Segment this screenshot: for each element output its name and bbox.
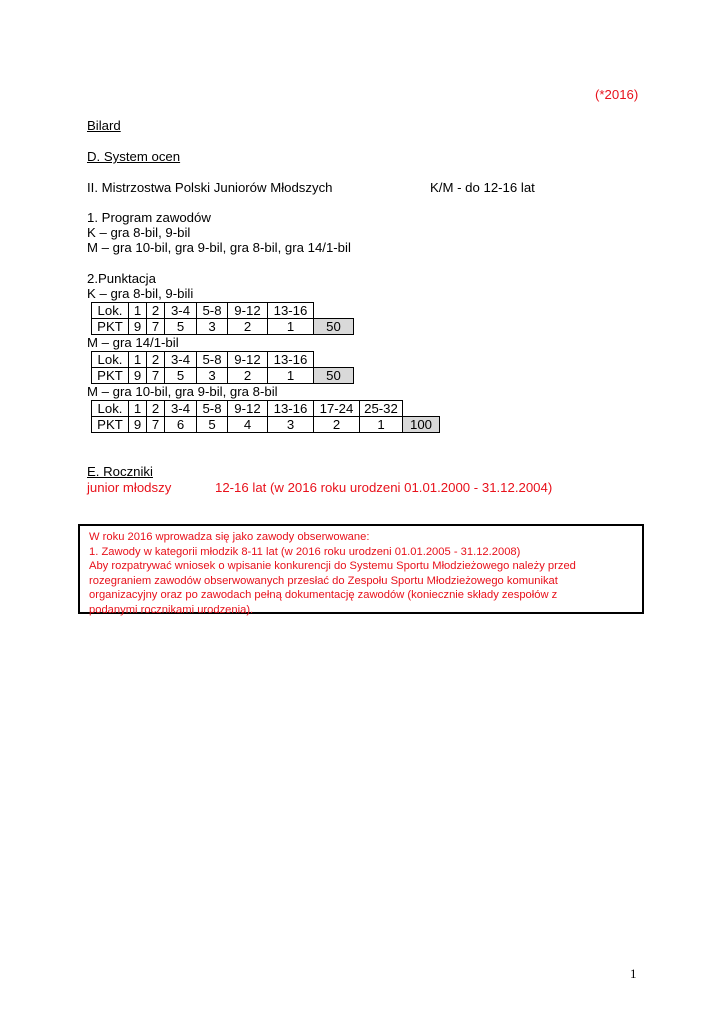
places-row bbox=[92, 401, 440, 417]
empty-cell bbox=[314, 352, 354, 368]
table-cell: 25-32 bbox=[360, 401, 403, 417]
table-cell: 5 bbox=[165, 319, 197, 335]
table-cell: 5-8 bbox=[197, 352, 228, 368]
section-d-heading: D. System ocen bbox=[87, 149, 181, 164]
places-row bbox=[92, 303, 354, 319]
points-row bbox=[92, 319, 354, 335]
table-cell: 13-16 bbox=[268, 352, 314, 368]
table-cell: 7 bbox=[147, 368, 165, 384]
table-cell: 3 bbox=[268, 417, 314, 433]
scoring-table bbox=[91, 302, 354, 335]
total-points-cell: 50 bbox=[314, 319, 354, 335]
table-cell: 9 bbox=[129, 319, 147, 335]
table-cell: 9-12 bbox=[228, 401, 268, 417]
total-points-cell: 50 bbox=[314, 368, 354, 384]
program-heading: 1. Program zawodów bbox=[87, 210, 211, 225]
table-cell: PKT bbox=[92, 319, 129, 335]
empty-cell bbox=[314, 303, 354, 319]
table-cell: 1 bbox=[129, 303, 147, 319]
scoring-table bbox=[91, 351, 354, 384]
table-cell: PKT bbox=[92, 417, 129, 433]
notice-line: organizacyjny oraz po zawodach pełną dokumentację zawodów (koniecznie składy zespołów z bbox=[89, 589, 558, 601]
table-cell: 9-12 bbox=[228, 303, 268, 319]
notice-line: 1. Zawody w kategorii młodzik 8-11 lat (w 2016 roku urodzeni 01.01.2005 - 31.12.2008) bbox=[89, 545, 521, 558]
notice-line: podanymi rocznikami urodzenia). bbox=[89, 603, 254, 616]
year-note: (*2016) bbox=[595, 87, 639, 102]
table-cell: 6 bbox=[165, 417, 197, 433]
table-cell: 2 bbox=[147, 303, 165, 319]
section-e-heading: E. Roczniki bbox=[87, 464, 153, 479]
notice-line: Aby rozpatrywać wniosek o wpisanie konkurencji do Systemu Sportu Młodzieżowego należy przed bbox=[89, 560, 576, 572]
roczniki-label: junior młodszy bbox=[87, 480, 172, 495]
program-men: M – gra 10-bil, gra 9-bil, gra 8-bil, gra 14/1-bil bbox=[87, 240, 351, 255]
table-cell: 2 bbox=[228, 368, 268, 384]
table-cell: 4 bbox=[228, 417, 268, 433]
table-cell: Lok. bbox=[92, 401, 129, 417]
table-cell: 13-16 bbox=[268, 303, 314, 319]
table-cell: 3-4 bbox=[165, 401, 197, 417]
table-cell: 1 bbox=[129, 401, 147, 417]
championship-category: K/M - do 12-16 lat bbox=[430, 180, 535, 195]
table-cell: 9 bbox=[129, 368, 147, 384]
empty-cell bbox=[403, 401, 440, 417]
scoring-table-label: M – gra 14/1-bil bbox=[87, 335, 179, 350]
table-cell: 3-4 bbox=[165, 352, 197, 368]
table-cell: 5-8 bbox=[197, 401, 228, 417]
table-cell: 2 bbox=[228, 319, 268, 335]
total-points-cell: 100 bbox=[403, 417, 440, 433]
scoring-table bbox=[91, 400, 440, 433]
table-cell: 1 bbox=[360, 417, 403, 433]
points-row bbox=[92, 368, 354, 384]
points-row bbox=[92, 417, 440, 433]
scoring-table-label: M – gra 10-bil, gra 9-bil, gra 8-bil bbox=[87, 384, 278, 399]
scoring-table-label: K – gra 8-bil, 9-bili bbox=[87, 286, 194, 301]
table-cell: Lok. bbox=[92, 352, 129, 368]
table-cell: 5-8 bbox=[197, 303, 228, 319]
table-cell: Lok. bbox=[92, 303, 129, 319]
table-cell: 9 bbox=[129, 417, 147, 433]
table-cell: 7 bbox=[147, 417, 165, 433]
observed-competitions-notice bbox=[78, 524, 644, 614]
places-row bbox=[92, 352, 354, 368]
table-cell: 3-4 bbox=[165, 303, 197, 319]
table-cell: 9-12 bbox=[228, 352, 268, 368]
table-cell: 3 bbox=[197, 368, 228, 384]
scoring-heading: 2.Punktacja bbox=[87, 271, 156, 286]
table-cell: 2 bbox=[314, 417, 360, 433]
table-cell: 5 bbox=[197, 417, 228, 433]
table-cell: 1 bbox=[268, 368, 314, 384]
table-cell: PKT bbox=[92, 368, 129, 384]
page-number: 1 bbox=[630, 966, 637, 981]
table-cell: 13-16 bbox=[268, 401, 314, 417]
table-cell: 1 bbox=[268, 319, 314, 335]
roczniki-value: 12-16 lat (w 2016 roku urodzeni 01.01.2000 - 31.12.2004) bbox=[215, 480, 553, 495]
notice-line: rozegraniem zawodów obserwowanych przesłać do Zespołu Sportu Młodzieżowego komunikat bbox=[89, 574, 558, 587]
table-cell: 7 bbox=[147, 319, 165, 335]
championship-title: II. Mistrzostwa Polski Juniorów Młodszych bbox=[87, 180, 333, 195]
table-cell: 17-24 bbox=[314, 401, 360, 417]
table-cell: 2 bbox=[147, 401, 165, 417]
table-cell: 2 bbox=[147, 352, 165, 368]
table-cell: 1 bbox=[129, 352, 147, 368]
notice-line: W roku 2016 wprowadza się jako zawody obserwowane: bbox=[89, 531, 370, 543]
table-cell: 5 bbox=[165, 368, 197, 384]
program-women: K – gra 8-bil, 9-bil bbox=[87, 225, 191, 240]
table-cell: 3 bbox=[197, 319, 228, 335]
sport-title: Bilard bbox=[87, 118, 121, 133]
